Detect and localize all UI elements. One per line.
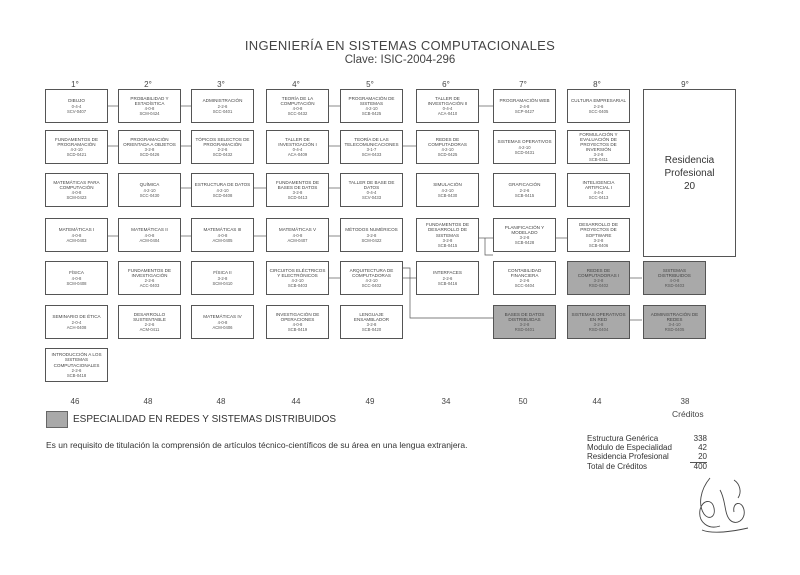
course-code: SCV-0433 bbox=[361, 195, 382, 201]
course-code: SCB-0420 bbox=[361, 327, 382, 333]
course-code: RSD-0402 bbox=[588, 283, 609, 289]
course-box bbox=[643, 305, 706, 339]
course-box bbox=[266, 305, 329, 339]
course-box bbox=[340, 305, 403, 339]
course-box bbox=[567, 130, 630, 164]
course-credits: 3-2-8 bbox=[217, 275, 228, 281]
course-code: ACM-0403 bbox=[66, 237, 87, 243]
semester-label: 9° bbox=[681, 80, 689, 89]
course-credits: 4-0-8 bbox=[144, 106, 155, 112]
credits-row-value: 20 bbox=[698, 452, 707, 461]
course-credits: 4-0-8 bbox=[144, 232, 155, 238]
course-code: SCD-0426 bbox=[139, 152, 160, 158]
course-credits: 4-0-8 bbox=[217, 319, 228, 325]
course-credits: 4-0-8 bbox=[292, 322, 303, 328]
course-code: SCB-0419 bbox=[287, 327, 308, 333]
credits-row-label: Modulo de Especialidad bbox=[587, 443, 672, 452]
course-box bbox=[118, 130, 181, 164]
course-box bbox=[191, 261, 254, 295]
course-box bbox=[45, 348, 108, 382]
course-credits: 0-4-4 bbox=[366, 190, 377, 196]
course-name: FORMULACIÓN Y EVALUACIÓN DE PROYECTOS DE INVERSIÓN bbox=[579, 131, 618, 153]
course-code: SCH-0433 bbox=[361, 152, 382, 158]
course-box bbox=[416, 261, 479, 295]
credits-row-value: 42 bbox=[698, 443, 707, 452]
specialty-legend-swatch bbox=[46, 411, 68, 428]
course-credits: 3-2-8 bbox=[366, 322, 377, 328]
course-credits: 3-2-8 bbox=[593, 237, 604, 243]
course-code: SCD-0431 bbox=[514, 149, 535, 155]
course-credits: 4-2-10 bbox=[365, 106, 378, 112]
course-credits: 3-2-8 bbox=[593, 152, 604, 158]
residencia-label-2: Profesional bbox=[664, 167, 715, 179]
credits-row-label: Total de Créditos bbox=[587, 462, 648, 471]
course-credits: 0-4-4 bbox=[71, 103, 82, 109]
course-code: ACM-0406 bbox=[212, 324, 233, 330]
course-code: SCB-0418 bbox=[66, 372, 87, 378]
course-name: TALLER DE INVESTIGACIÓN II bbox=[427, 95, 468, 106]
course-code: SCD-0425 bbox=[437, 152, 458, 158]
course-name: ADMINISTRACIÓN bbox=[202, 98, 243, 104]
course-credits: 4-2-10 bbox=[216, 187, 229, 193]
course-credits: 2-2-6 bbox=[144, 322, 155, 328]
semester-label: 1° bbox=[71, 80, 79, 89]
course-credits: 3-1-7 bbox=[366, 147, 377, 153]
course-credits: 4-2-10 bbox=[70, 147, 83, 153]
course-name: MATEMÁTICAS PARA COMPUTACIÓN bbox=[53, 179, 100, 190]
course-name: CIRCUITOS ELÉCTRICOS Y ELECTRÓNICOS bbox=[269, 267, 326, 278]
specialty-legend-label: ESPECIALIDAD EN REDES Y SISTEMAS DISTRIBUIDOS bbox=[73, 414, 337, 425]
course-box bbox=[118, 261, 181, 295]
course-box bbox=[643, 261, 706, 295]
course-credits: 3-2-8 bbox=[593, 278, 604, 284]
semester-credits: 50 bbox=[518, 397, 528, 406]
course-box bbox=[266, 261, 329, 295]
course-name: PLANIFICACIÓN Y MODELADO bbox=[504, 224, 545, 235]
course-name: DESARROLLO DE PROYECTOS DE SOFTWARE bbox=[578, 222, 619, 238]
course-code: SCP-0427 bbox=[514, 108, 535, 114]
residencia-credits: 20 bbox=[683, 180, 696, 192]
course-name: PROGRAMACIÓN WEB bbox=[499, 98, 550, 104]
course-box bbox=[45, 305, 108, 339]
course-code: ACA-0409 bbox=[287, 152, 308, 158]
course-box bbox=[266, 173, 329, 207]
credits-summary-row bbox=[587, 452, 707, 461]
course-credits: 4-4-4 bbox=[593, 190, 604, 196]
course-credits: 0-4-4 bbox=[442, 106, 453, 112]
course-credits: 4-0-8 bbox=[669, 278, 680, 284]
course-name: INTERFACES bbox=[433, 270, 462, 276]
course-code: SCB-0415 bbox=[437, 242, 458, 248]
credits-summary-row bbox=[587, 462, 707, 471]
course-box bbox=[567, 173, 630, 207]
course-code: SCB-0406 bbox=[588, 242, 609, 248]
course-code: ACC-0403 bbox=[139, 283, 160, 289]
course-name: FUNDAMENTOS DE PROGRAMACIÓN bbox=[54, 136, 99, 147]
course-box bbox=[567, 89, 630, 123]
course-name: REDES DE COMPUTADORAS I bbox=[577, 267, 620, 278]
semester-label: 3° bbox=[217, 80, 225, 89]
course-name: FÍSICA II bbox=[213, 270, 232, 276]
course-credits: 2-2-6 bbox=[217, 147, 228, 153]
course-name: MATEMÁTICAS III bbox=[203, 227, 242, 233]
course-credits: 4-0-8 bbox=[71, 232, 82, 238]
course-box bbox=[45, 261, 108, 295]
course-name: MATEMÁTICAS V bbox=[278, 227, 317, 233]
course-name: BASES DE DATOS DISTRIBUIDAS bbox=[504, 311, 545, 322]
course-name: ESTRUCTURA DE DATOS bbox=[194, 182, 251, 188]
course-box bbox=[118, 305, 181, 339]
course-name: MATEMÁTICAS I bbox=[58, 227, 95, 233]
course-credits: 4-2-10 bbox=[291, 278, 304, 284]
credits-row-value: 338 bbox=[693, 434, 707, 443]
course-name: INTELIGENCIA ARTIFICIAL I bbox=[582, 179, 615, 190]
course-credits: 4-2-10 bbox=[365, 278, 378, 284]
course-code: SCC-0430 bbox=[139, 192, 160, 198]
course-code: ACM-0404 bbox=[139, 237, 160, 243]
residencia-label-1: Residencia bbox=[664, 154, 715, 166]
semester-credits: 46 bbox=[70, 397, 80, 406]
course-code: SCD-0421 bbox=[66, 152, 87, 158]
course-box bbox=[416, 130, 479, 164]
handwritten-signature bbox=[690, 470, 760, 540]
course-box bbox=[266, 130, 329, 164]
course-credits: 2-2-6 bbox=[217, 103, 228, 109]
course-credits: 2-2-6 bbox=[442, 275, 453, 281]
course-box bbox=[493, 261, 556, 295]
course-credits: 4-2-10 bbox=[441, 147, 454, 153]
course-box bbox=[340, 218, 403, 252]
semester-credits: 49 bbox=[365, 397, 375, 406]
course-name: GRAFICACIÓN bbox=[508, 182, 541, 188]
semester-credits: 48 bbox=[216, 397, 226, 406]
course-name: SISTEMAS OPERATIVOS EN RED bbox=[571, 311, 626, 322]
course-credits: 4-2-10 bbox=[518, 144, 531, 150]
course-code: SCB-0430 bbox=[437, 192, 458, 198]
course-name: SIMULACIÓN bbox=[433, 182, 462, 188]
course-name: FUNDAMENTOS DE DESARROLLO DE SISTEMAS bbox=[425, 222, 470, 238]
semester-label: 8° bbox=[593, 80, 601, 89]
course-box bbox=[118, 173, 181, 207]
course-code: SCM-0410 bbox=[212, 280, 233, 286]
course-code: ACM-0405 bbox=[212, 237, 233, 243]
course-code: SCC-0432 bbox=[287, 111, 308, 117]
credits-summary-row bbox=[587, 443, 707, 452]
course-name: REDES DE COMPUTADORAS bbox=[428, 136, 467, 147]
course-code: SCM-0422 bbox=[361, 237, 382, 243]
course-credits: 4-0-8 bbox=[292, 106, 303, 112]
course-box bbox=[118, 218, 181, 252]
course-name: TEORÍA DE LA COMPUTACIÓN bbox=[280, 95, 315, 106]
course-credits: 4-0-8 bbox=[292, 232, 303, 238]
course-box bbox=[266, 218, 329, 252]
course-name: SISTEMAS OPERATIVOS bbox=[497, 139, 552, 145]
credits-row-label: Residencia Profesional bbox=[587, 452, 669, 461]
course-name: INTRODUCCIÓN A LOS SISTEMAS COMPUTACIONALES bbox=[51, 352, 102, 368]
course-name: ARQUITECTURA DE COMPUTADORAS bbox=[349, 267, 394, 278]
semester-label: 4° bbox=[292, 80, 300, 89]
course-name: PROBABILIDAD Y ESTADÍSTICA bbox=[130, 95, 169, 106]
credits-summary-header: Créditos bbox=[672, 409, 704, 419]
course-code: SCB-0428 bbox=[514, 240, 535, 246]
credits-row-value: 400 bbox=[693, 462, 707, 471]
course-name: SISTEMAS DISTRIBUIDOS bbox=[658, 267, 691, 278]
course-name: MATEMÁTICAS IV bbox=[203, 314, 242, 320]
course-code: SCB-0403 bbox=[287, 283, 308, 289]
course-box bbox=[118, 89, 181, 123]
course-code: ACA-0410 bbox=[437, 111, 458, 117]
course-box bbox=[45, 218, 108, 252]
course-name: SEMINARIO DE ÉTICA bbox=[52, 314, 101, 320]
course-code: RSD-0405 bbox=[664, 327, 685, 333]
course-name: TÓPICOS SELECTOS DE PROGRAMACIÓN bbox=[195, 136, 250, 147]
course-box bbox=[340, 261, 403, 295]
course-box bbox=[191, 173, 254, 207]
course-code: SCM-0423 bbox=[66, 195, 87, 201]
course-credits: 4-0-8 bbox=[71, 190, 82, 196]
course-box bbox=[493, 89, 556, 123]
course-code: SCC-0402 bbox=[361, 283, 382, 289]
semester-credits: 48 bbox=[143, 397, 153, 406]
course-credits: 4-2-10 bbox=[441, 187, 454, 193]
course-name: CULTURA EMPRESARIAL bbox=[570, 98, 627, 104]
course-code: SCB-0411 bbox=[588, 157, 608, 163]
course-credits: 3-2-8 bbox=[292, 190, 303, 196]
course-code: RSD-0404 bbox=[588, 327, 609, 333]
course-code: ACM-0407 bbox=[287, 237, 308, 243]
course-box bbox=[493, 173, 556, 207]
page-title: INGENIERÍA EN SISTEMAS COMPUTACIONALES bbox=[244, 38, 556, 53]
course-name: CONTABILIDAD FINANCIERA bbox=[507, 267, 542, 278]
course-credits: 3-2-8 bbox=[366, 232, 377, 238]
course-code: SCB-0425 bbox=[361, 111, 382, 117]
course-name: MÉTODOS NUMÉRICOS bbox=[345, 227, 398, 233]
course-name: QUÍMICA bbox=[139, 182, 160, 188]
semester-credits: 38 bbox=[680, 397, 690, 406]
credits-row-label: Estructura Genérica bbox=[587, 434, 659, 443]
plan-code: Clave: ISIC-2004-296 bbox=[344, 54, 456, 66]
semester-label: 6° bbox=[442, 80, 450, 89]
course-code: SCD-0432 bbox=[212, 152, 233, 158]
course-box bbox=[191, 130, 254, 164]
course-code: SCV-0407 bbox=[66, 108, 87, 114]
course-code: SCM-0408 bbox=[66, 280, 87, 286]
course-box bbox=[493, 218, 556, 252]
course-credits: 3-4-10 bbox=[668, 322, 681, 328]
course-box bbox=[266, 89, 329, 123]
course-box bbox=[493, 130, 556, 164]
course-code: RSD-0401 bbox=[514, 327, 535, 333]
course-code: RSD-0403 bbox=[664, 283, 685, 289]
course-name: FUNDAMENTOS DE BASES DE DATOS bbox=[275, 179, 320, 190]
course-code: SCB-0415 bbox=[514, 192, 535, 198]
course-credits: 3-2-8 bbox=[519, 235, 530, 241]
course-code: ACM-0411 bbox=[139, 327, 160, 333]
course-box bbox=[191, 89, 254, 123]
course-code: SCD-0413 bbox=[287, 195, 308, 201]
semester-label: 7° bbox=[519, 80, 527, 89]
course-credits: 3-2-8 bbox=[144, 147, 155, 153]
course-box bbox=[191, 218, 254, 252]
semester-credits: 34 bbox=[441, 397, 451, 406]
course-credits: 2-2-6 bbox=[593, 103, 604, 109]
course-box bbox=[416, 218, 479, 252]
course-credits: 2-2-6 bbox=[519, 278, 530, 284]
credits-summary-row bbox=[587, 434, 707, 443]
course-name: TEORÍA DE LAS TELECOMUNICACIONES bbox=[344, 136, 399, 147]
course-code: ACH-0408 bbox=[66, 324, 87, 330]
course-credits: 2-2-6 bbox=[144, 278, 155, 284]
course-name: DESARROLLO SUSTENTABLE bbox=[133, 311, 166, 322]
course-name: DIBUJO bbox=[68, 98, 85, 104]
course-box bbox=[493, 305, 556, 339]
course-box bbox=[45, 130, 108, 164]
requisito-note: Es un requisito de titulación la comprensión de artículos técnico-científicos de su área en una lengua extranjera. bbox=[46, 440, 468, 450]
course-name: FÍSICA bbox=[69, 270, 84, 276]
course-name: LENGUAJE ENSAMBLADOR bbox=[353, 311, 390, 322]
course-name: PROGRAMACIÓN DE SISTEMAS bbox=[348, 95, 395, 106]
course-credits: 4-0-8 bbox=[71, 275, 82, 281]
course-name: ADMINISTRACIÓN DE REDES bbox=[650, 311, 699, 322]
course-credits: 2-2-6 bbox=[71, 367, 82, 373]
course-code: SCC-0405 bbox=[588, 108, 609, 114]
semester-credits: 44 bbox=[291, 397, 301, 406]
course-name: TALLER DE INVESTIGACIÓN I bbox=[278, 136, 317, 147]
course-code: SCC-0404 bbox=[514, 283, 535, 289]
course-credits: 2-2-6 bbox=[519, 187, 530, 193]
course-name: INVESTIGACIÓN DE OPERACIONES bbox=[275, 311, 320, 322]
course-box bbox=[340, 173, 403, 207]
course-credits: 0-4-4 bbox=[292, 147, 303, 153]
course-box bbox=[340, 89, 403, 123]
course-credits: 3-2-8 bbox=[593, 322, 604, 328]
course-box bbox=[567, 261, 630, 295]
course-code: SCB-0416 bbox=[437, 280, 458, 286]
course-box bbox=[191, 305, 254, 339]
course-credits: 4-2-10 bbox=[143, 187, 156, 193]
semester-label: 5° bbox=[366, 80, 374, 89]
course-name: TALLER DE BASE DE DATOS bbox=[348, 179, 395, 190]
course-credits: 2-0-4 bbox=[71, 319, 82, 325]
residencia-profesional-box bbox=[643, 89, 736, 257]
semester-label: 2° bbox=[144, 80, 152, 89]
course-name: FUNDAMENTOS DE INVESTIGACIÓN bbox=[127, 267, 172, 278]
course-box bbox=[45, 173, 108, 207]
course-code: SCM-0424 bbox=[139, 111, 160, 117]
course-credits: 2-4-8 bbox=[519, 103, 530, 109]
course-box bbox=[45, 89, 108, 123]
course-credits: 3-2-8 bbox=[442, 237, 453, 243]
course-credits: 3-2-8 bbox=[519, 322, 530, 328]
course-box bbox=[340, 130, 403, 164]
course-code: SCC-0413 bbox=[588, 195, 609, 201]
course-code: SCC-0401 bbox=[212, 108, 233, 114]
course-box bbox=[567, 305, 630, 339]
semester-credits: 44 bbox=[592, 397, 602, 406]
course-name: PROGRAMACIÓN ORIENTADA A OBJETOS bbox=[123, 136, 176, 147]
course-box bbox=[416, 173, 479, 207]
course-name: MATEMÁTICAS II bbox=[131, 227, 168, 233]
course-code: SCD-0408 bbox=[212, 192, 233, 198]
course-credits: 4-0-8 bbox=[217, 232, 228, 238]
course-box bbox=[567, 218, 630, 252]
course-box bbox=[416, 89, 479, 123]
